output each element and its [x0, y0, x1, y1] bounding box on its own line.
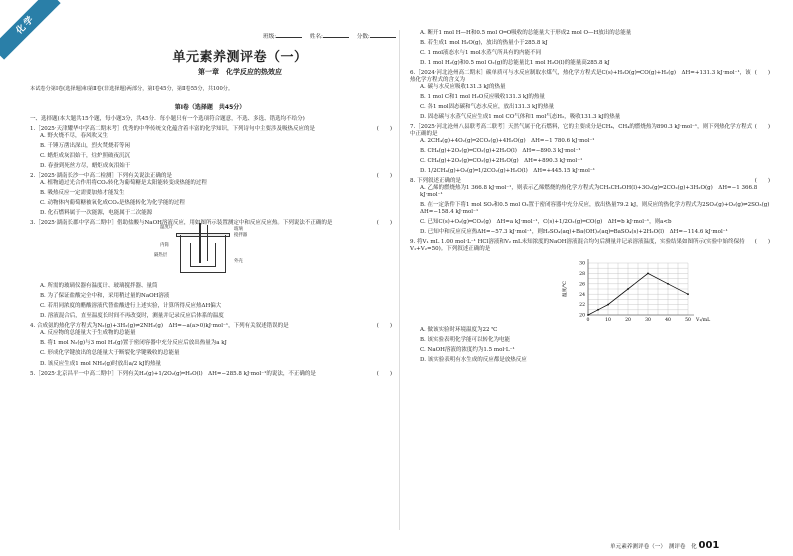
data-point — [647, 272, 649, 274]
footer-text: 单元素养测评卷（一） 测评卷 化 — [610, 544, 697, 550]
page-footer — [610, 540, 719, 553]
option: D. 固态碳与水蒸气反应生成1 mol CO气体和1 mol气态H₂，吸收131.3 kJ的热量 — [420, 114, 621, 121]
option: C. NaOH溶液的浓度约为1.5 mol·L⁻¹ — [420, 347, 515, 353]
option: D. 1/2CH₄(g)+O₂(g)═1/2CO₂(g)+H₂O(l) ΔH=+445.15 kJ·mol⁻¹ — [420, 168, 595, 175]
column-divider — [399, 30, 400, 530]
option: A. 植物通过光合作用将CO₂转化为葡萄糖是太阳能转变成热能的过程 — [40, 180, 207, 187]
data-point — [587, 314, 589, 316]
calorimeter-diagram — [30, 225, 392, 279]
option: D. 溶液混合后，直至温度长时间不再改变时，测量并记录反应后体系的温度 — [40, 313, 224, 320]
name-field[interactable] — [323, 37, 349, 38]
label-insulation: 隔热层 — [154, 253, 168, 259]
left-column — [30, 116, 392, 377]
option: A. 断开1 mol H—H和0.5 mol O═O吸收的总能量大于形成2 mol O—H放出的总能量 — [420, 30, 632, 36]
x-tick-label: 50 — [685, 317, 691, 323]
data-point — [667, 283, 669, 285]
thermometer — [199, 223, 201, 263]
data-point — [597, 309, 599, 311]
x-tick-label: 0 — [586, 317, 590, 323]
class-field[interactable] — [276, 37, 302, 38]
option: B. 该实验表明化学能可以转化为电能 — [420, 336, 511, 343]
section-heading: 第Ⅰ卷（选择题 共45分） — [174, 104, 246, 111]
chart-svg — [560, 255, 760, 325]
data-point — [627, 288, 629, 290]
y-axis-label: 温度/℃ — [563, 280, 568, 297]
x-tick-label: 10 — [605, 317, 611, 323]
x-tick-label: 30 — [645, 317, 651, 323]
option: D. 春蚕到死丝方尽，蜡炬成灰泪始干 — [40, 163, 131, 170]
option: B. 若生成1 mol H₂O(g)，放出的热量小于285.8 kJ — [420, 40, 548, 47]
option: A. 做该实验时环境温度为22 ℃ — [420, 326, 498, 333]
option: C. 各1 mol固态碳和气态水反应，放出131.3 kJ的热量 — [420, 104, 555, 111]
option: A. 反应物的总能量大于生成物的总能量 — [40, 330, 136, 337]
stirrer — [207, 225, 208, 261]
y-tick-label: 28 — [579, 271, 585, 277]
option: B. 千锤万凿出深山，烈火焚烧若等闲 — [40, 143, 131, 149]
option: B. 在一定条件下将1 mol SO₂和0.5 mol O₂置于密闭容器中充分反应，放出热量79.2 kJ，则反应的热化学方程式为2SO₂(g)+O₂(g)⇌2SO₃(g) ΔH=−158.4 kJ·mol⁻¹ — [420, 202, 775, 215]
subject-ribbon: 化学 — [0, 0, 61, 60]
y-tick-label: 20 — [579, 313, 585, 319]
page-title: 单元素养测评卷（一） — [172, 50, 308, 65]
label-outer: 外壳 — [234, 259, 243, 265]
data-point — [607, 304, 609, 306]
page-number: 001 — [698, 540, 720, 551]
x-tick-label: 40 — [665, 317, 671, 323]
label-stirrer2: 搅拌器 — [234, 233, 248, 239]
option: A. 乙烯的燃烧热为1 366.8 kJ·mol⁻¹，则表示乙烯燃烧的热化学方程式为CH₃CH₂OH(l)+3O₂(g)═2CO₂(g)+3H₂O(g) ΔH=−1 366.8 kJ·mol⁻¹ — [420, 185, 758, 198]
y-tick-label: 26 — [579, 282, 585, 288]
question-8: 8. 下列叙述正确的是 ( ) — [410, 178, 770, 185]
page-subtitle: 第一章 化学反应的热效应 — [198, 68, 282, 76]
y-tick-label: 24 — [579, 292, 585, 298]
class-label: 班级: — [263, 34, 277, 40]
label-thermometer: 温度计 — [160, 225, 174, 231]
x-axis-label: V₁/mL — [696, 317, 711, 323]
option: D. 该实验表明有水生成的反应都是放热反应 — [420, 357, 527, 364]
option: B. 吸热反应一定需要加热才能发生 — [40, 190, 125, 197]
y-tick-label: 22 — [579, 303, 585, 309]
option: B. CH₄(g)+2O₂(g)═CO₂(g)+2H₂O(l) ΔH=−890.3 kJ·mol⁻¹ — [420, 148, 581, 155]
option: C. 动物体内葡萄糖被氧化成CO₂是热能转化为化学能的过程 — [40, 200, 185, 207]
option: C. 已知C(s)+O₂(g)═CO₂(g) ΔH=a kJ·mol⁻¹，C(s)+1/2O₂(g)═CO(g) ΔH=b kJ·mol⁻¹，则a<b — [420, 219, 672, 225]
question-5: 5.［2025·北京昌平一中高二期中］下列有关H₂(g)+1/2O₂(g)═H₂O(l) ΔH=−285.8 kJ·mol⁻¹的说法，不正确的是 ( ) — [30, 370, 392, 377]
option: B. 为了保证盐酸完全中和，采用稍过量的NaOH溶液 — [40, 293, 170, 300]
option: A. 野火烧不尽，春风吹又生 — [40, 132, 108, 139]
question-2: 2.［2025·湖南长沙一中高二检测］下列有关说法正确的是 ( ) — [30, 173, 392, 180]
student-info — [263, 34, 402, 41]
x-tick-label: 20 — [625, 317, 631, 323]
question-6: 6.［2024·河北沧州高二期末］碳单质可与水反应制取水煤气，热化学方程式是C(s)+H₂O(g)═CO(g)+H₂(g) ΔH=+131.3 kJ·mol⁻¹，该热化学方程式的含义为 ( ) — [410, 70, 770, 84]
option: C. 形成化学键放出的总能量大于断裂化学键吸收的总能量 — [40, 350, 180, 357]
question-1: 1.［2025·天津耀华中学高二期末考］优秀的中华传统文化蕴含着丰富的化学知识，下列诗句中主要涉及吸热反应的是 ( ) — [30, 126, 392, 133]
option: A. 2CH₄(g)+4O₂(g)═2CO₂(g)+4H₂O(g) ΔH=−1 780.6 kJ·mol⁻¹ — [420, 138, 595, 144]
option: D. 该反应生成1 mol NH₃(g)时放出a/2 kJ的热量 — [40, 360, 162, 367]
option: A. 碳与水反应吸收131.3 kJ的热量 — [420, 84, 506, 90]
option: C. 蜡炬成灰泪始干，炷炉照破夜沉沉 — [40, 153, 131, 160]
option: A. 所需的玻璃仪器有温度计、玻璃搅拌器、量筒 — [40, 283, 158, 290]
question-9: 9. 将V₁ mL 1.00 mol·L⁻¹ HCl溶液和V₂ mL未知浓度的NaOH溶液混合均匀后测量并记录溶液温度，实验结果如图所示(实验中始终保持V₁+V₂=50)。下列叙述正确的是 ( ) — [410, 239, 770, 252]
option: C. 1 mol液态水与1 mol水蒸气所具有的内能不同 — [420, 50, 542, 57]
option: B. 1 mol C和1 mol H₂O反应吸收131.3 kJ的热量 — [420, 94, 545, 101]
score-field[interactable] — [370, 37, 396, 38]
question-4: 4. 合成氨的热化学方程式为N₂(g)+3H₂(g)⇌2NH₃(g) ΔH=−a(a>0)kJ·mol⁻¹，下列有关叙述错误的是 ( ) — [30, 323, 392, 330]
label-stirrer: 玻璃 — [234, 227, 243, 233]
name-label: 姓名: — [309, 34, 323, 40]
score-label: 分数: — [356, 34, 370, 40]
option: B. 将1 mol N₂(g)与3 mol H₂(g)置于密闭容器中充分反应后放出热量为a kJ — [40, 340, 227, 347]
question-3: 3.［2025·湖南长郡中学高二期中］借助盐酸与NaOH溶液反应，用如图所示装置测定中和反应反应热。下列说法不正确的是 ( ) — [30, 220, 392, 227]
option: C. 若用同浓度的醋酸溶液代替盐酸进行上述实验，计算所得反应热ΔH偏大 — [40, 303, 222, 310]
y-tick-label: 30 — [579, 261, 585, 267]
option: D. 1 mol H₂(g)和0.5 mol O₂(g)的总能量比1 mol H₂O(l)的能量高285.8 kJ — [420, 60, 610, 67]
question-7: 7.［2025·河北沧州八县联考高二联考］天然气属于化石燃料，它的主要成分是CH₄，CH₄的燃烧热为890.3 kJ·mol⁻¹，则下列热化学方程式中正确的是 ( ) — [410, 124, 770, 138]
temperature-chart — [560, 255, 760, 325]
option: D. 化石燃料属于一次能源，电能属于二次能源 — [40, 210, 153, 217]
right-column — [410, 30, 775, 367]
inner-cup — [190, 243, 216, 267]
option: C. CH₄(g)+2O₂(g)═CO₂(g)+2H₂O(g) ΔH=+890.3 kJ·mol⁻¹ — [420, 158, 583, 165]
option: D. 已知中和反应反应热ΔH=−57.3 kJ·mol⁻¹，则H₂SO₄(aq)+Ba(OH)₂(aq)═BaSO₄(s)+2H₂O(l) ΔH=−114.6 kJ·mol⁻¹ — [420, 229, 728, 236]
label-inner: 内筒 — [160, 243, 169, 249]
section-intro: 一、选择题(本大题共15个题，每小题3分，共45分．每小题只有一个选项符合题意，不选、多选、错选均不给分) — [30, 116, 305, 122]
exam-note: 本试卷分第Ⅰ卷(选择题)和第Ⅱ卷(非选择题)两部分，第Ⅰ卷45分，第Ⅱ卷55分，共100分。 — [30, 86, 234, 92]
data-point — [687, 293, 689, 295]
